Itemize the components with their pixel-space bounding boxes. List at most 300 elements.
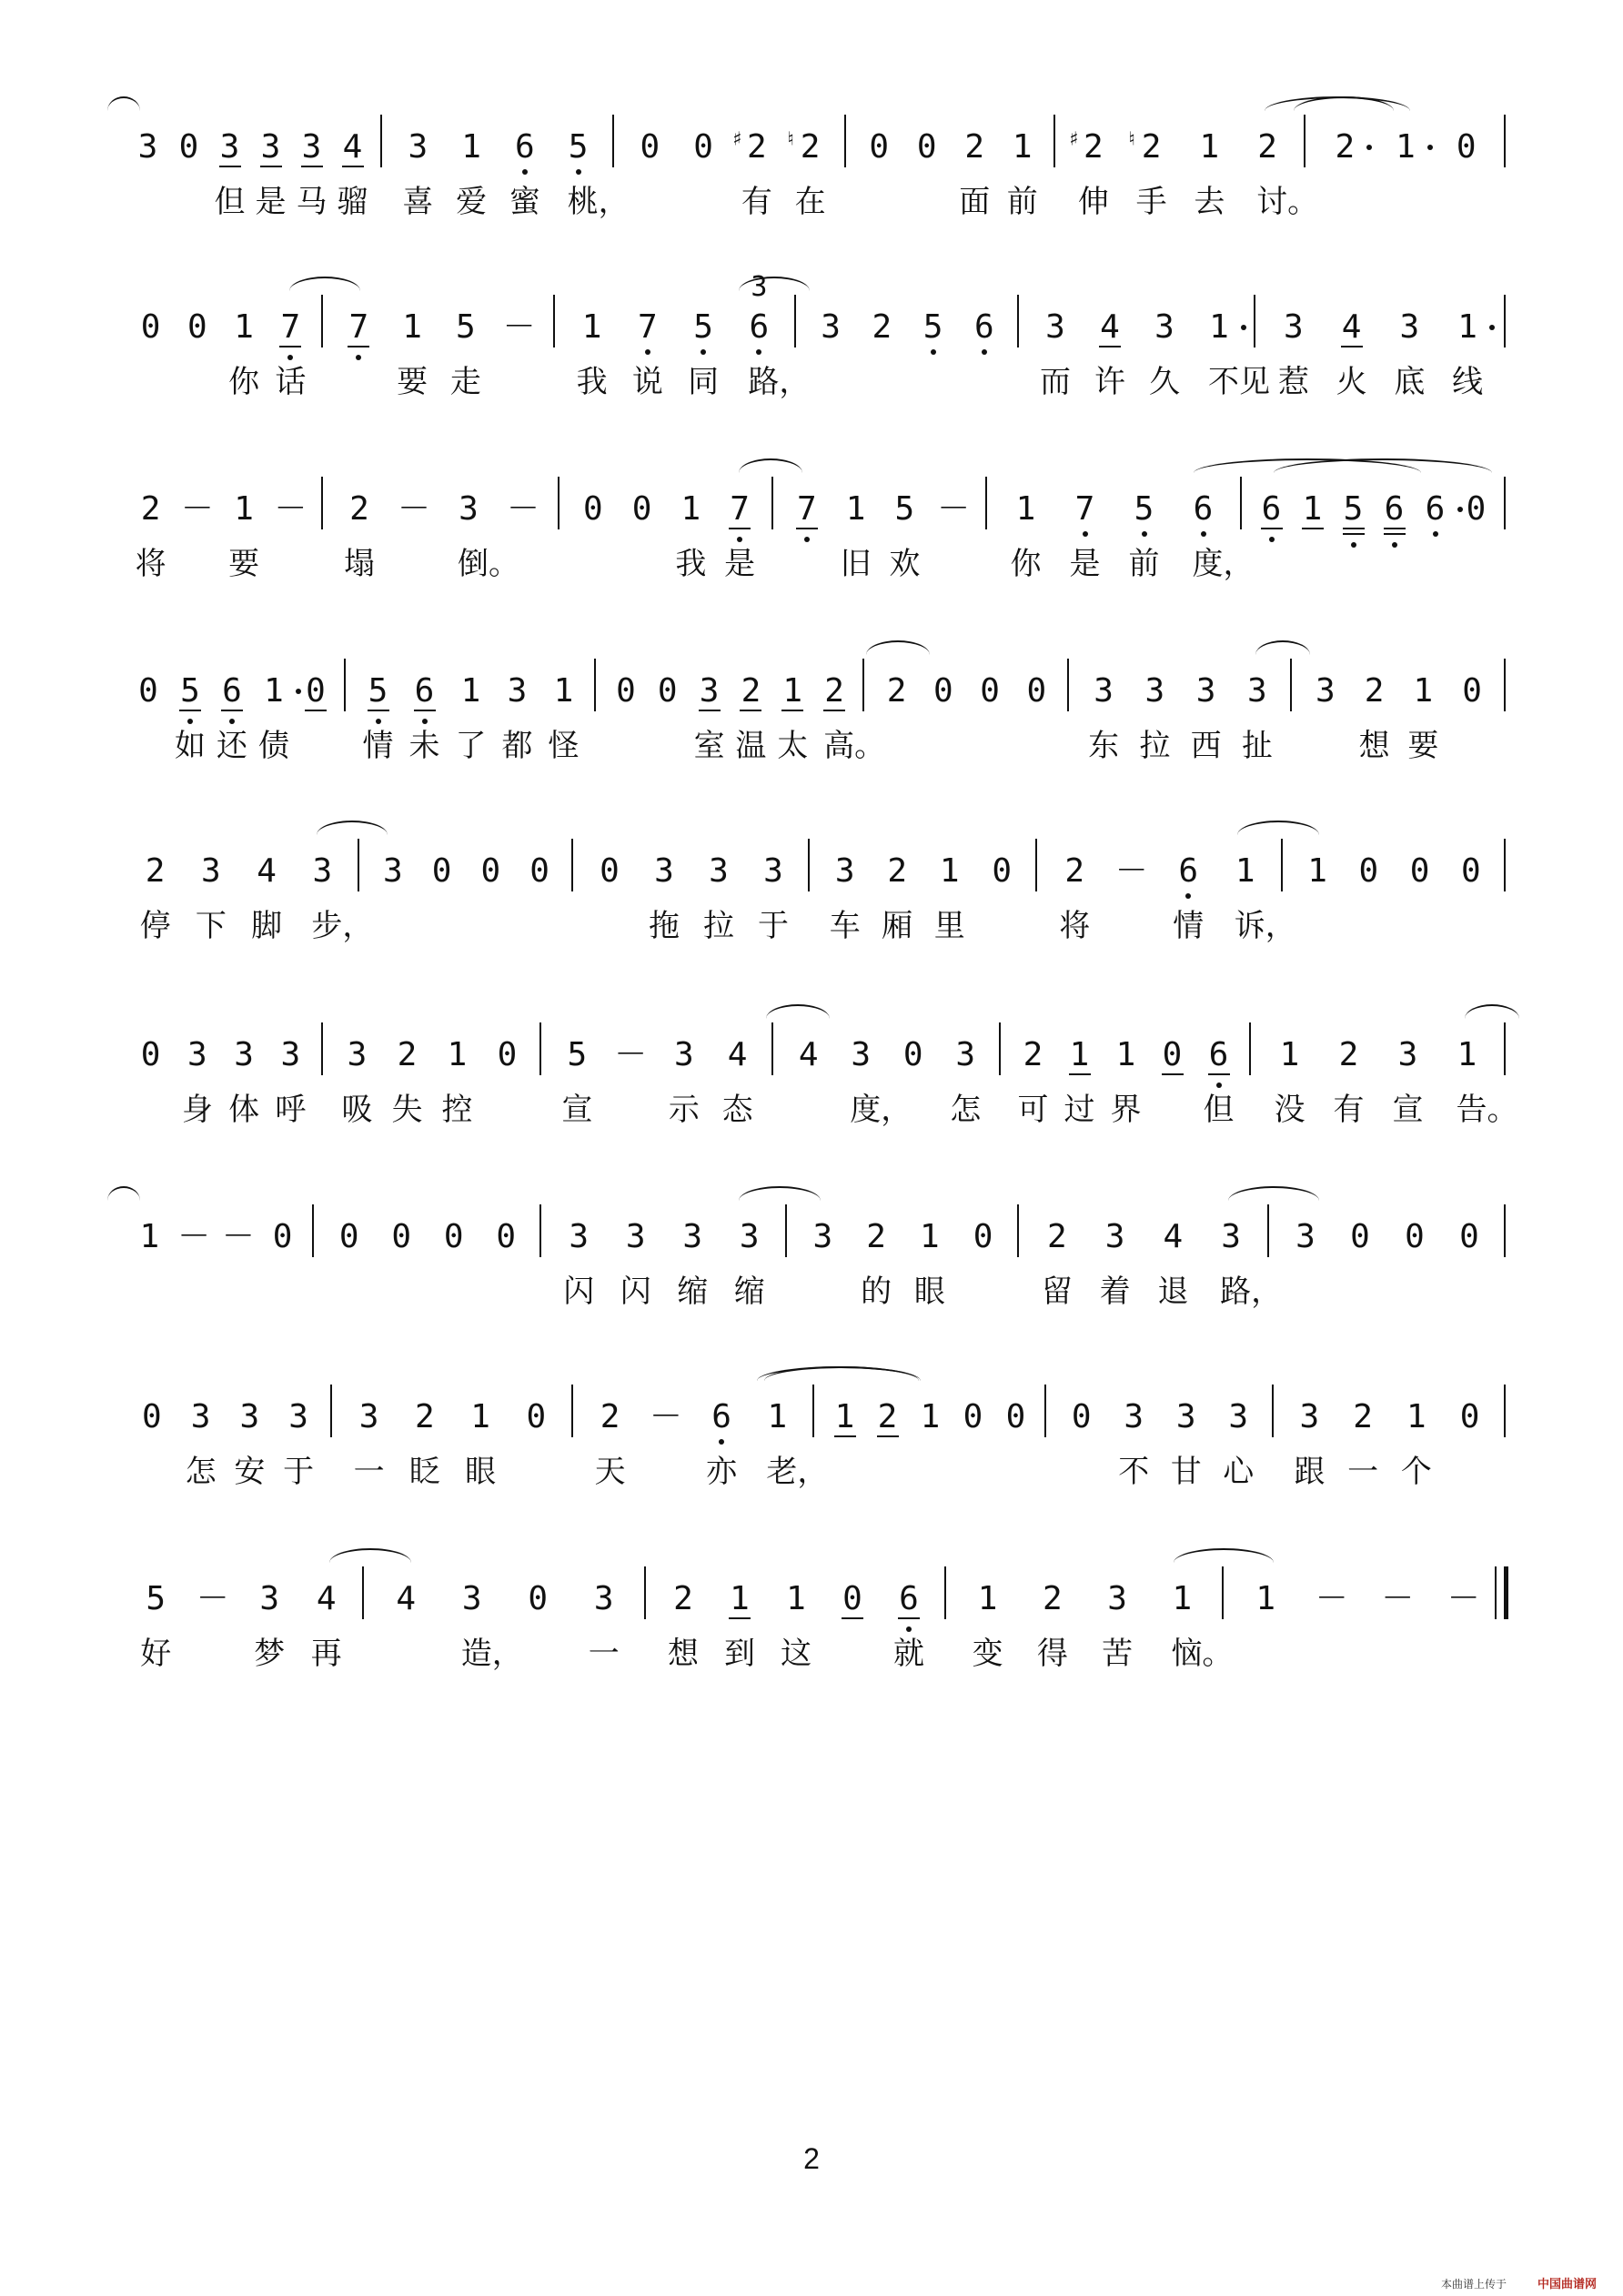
note xyxy=(665,1581,701,1617)
note xyxy=(1004,129,1041,166)
barline xyxy=(794,295,796,347)
underline-beam xyxy=(1341,346,1363,347)
lyric-syllable: 债 xyxy=(258,728,289,764)
note-digit: 1 xyxy=(767,1398,788,1435)
note-digit: 1 xyxy=(264,672,284,710)
note xyxy=(1336,491,1372,528)
note xyxy=(1417,491,1454,528)
lyric-syllable xyxy=(606,726,646,766)
note-digit: 1 xyxy=(1302,490,1323,528)
note-digit: 2 xyxy=(1043,1580,1063,1617)
note-digit: － xyxy=(180,490,214,528)
underline-beam xyxy=(842,1617,863,1619)
note-digit: 1 xyxy=(939,852,960,890)
note xyxy=(1201,1037,1237,1073)
note xyxy=(1239,673,1275,710)
note xyxy=(133,1037,169,1073)
underline-beam xyxy=(301,166,323,167)
note-digit: 3 xyxy=(1104,1218,1125,1255)
note-digit: 0 xyxy=(338,1218,359,1255)
note xyxy=(1056,853,1093,890)
barline xyxy=(321,1022,323,1075)
lyric-syllable: 吸 xyxy=(341,1092,373,1128)
note-digit: 6 xyxy=(515,128,535,166)
note-digit: 0 xyxy=(616,672,636,710)
note-digit: 0 xyxy=(306,672,326,710)
note-digit: 7 xyxy=(797,490,817,528)
note-digit: 1 xyxy=(1115,1036,1136,1073)
low-octave-dot xyxy=(931,349,936,355)
note xyxy=(1136,673,1173,710)
note-digit: 1 xyxy=(1396,128,1416,166)
note xyxy=(272,1037,308,1073)
note-digit: 3 xyxy=(1144,672,1165,710)
note xyxy=(340,309,377,346)
note-digit: 3 xyxy=(699,672,720,710)
lyric-syllable: 不 xyxy=(1118,1454,1150,1490)
note-digit: 0 xyxy=(1026,672,1047,710)
note xyxy=(789,491,825,528)
note xyxy=(253,129,289,166)
note-digit: 7 xyxy=(348,308,369,346)
note xyxy=(448,309,484,346)
note-digit: 1 xyxy=(1413,672,1434,710)
note xyxy=(308,1581,345,1617)
lyric-syllable: 西 xyxy=(1190,728,1222,764)
note-digit: 3 xyxy=(674,1036,694,1073)
lyric-syllable: 眨 xyxy=(408,1454,440,1490)
note-digit: 5 xyxy=(1343,490,1364,528)
lyric-syllable: 里 xyxy=(933,908,965,944)
tie-slur xyxy=(289,277,360,291)
note xyxy=(1115,1399,1152,1435)
lyric-syllable: 宣 xyxy=(561,1092,593,1128)
lyric-syllable xyxy=(131,1090,171,1130)
note xyxy=(1402,853,1438,890)
note-digit: 3 xyxy=(709,852,729,890)
note xyxy=(886,491,922,528)
note-digit: 3 xyxy=(654,852,674,890)
underline-beam xyxy=(1384,528,1406,529)
lyric-syllable: 底 xyxy=(1394,364,1426,400)
note-digit: 3 xyxy=(1284,308,1304,346)
note-digit: 7 xyxy=(1074,490,1095,528)
note xyxy=(1146,309,1183,346)
note xyxy=(220,1219,257,1255)
low-octave-dot xyxy=(719,1439,724,1445)
lyric-syllable: 再 xyxy=(310,1636,342,1672)
barline xyxy=(539,1022,541,1075)
lyric-syllable: 就 xyxy=(893,1636,924,1672)
note xyxy=(1307,673,1344,710)
note-digit: 3 xyxy=(1299,1398,1320,1435)
note-digit: 3 xyxy=(812,1218,833,1255)
lyric-syllable: 拖 xyxy=(649,908,680,944)
note xyxy=(130,129,166,166)
note-digit: 3 xyxy=(280,1036,301,1073)
note xyxy=(450,491,487,528)
note-digit: 0 xyxy=(980,672,1000,710)
lyric-syllable xyxy=(923,726,963,766)
note-digit: 1 xyxy=(581,308,602,346)
note xyxy=(1154,1219,1191,1255)
underline-beam xyxy=(1343,528,1365,529)
note-digit: 0 xyxy=(1461,852,1481,890)
note-digit: 3 xyxy=(383,852,403,890)
note xyxy=(1067,491,1104,528)
low-octave-dot xyxy=(576,169,581,175)
augmentation-dot xyxy=(1241,325,1246,330)
note xyxy=(546,673,582,710)
barline xyxy=(985,477,987,529)
note-digit: 3 xyxy=(312,852,333,890)
note-digit: － xyxy=(502,308,536,346)
note-digit: 2 xyxy=(1141,128,1162,166)
note xyxy=(304,853,340,890)
note-digit: 5 xyxy=(368,672,388,710)
note xyxy=(1449,1037,1486,1073)
note xyxy=(396,491,432,528)
lyric-syllable: 停 xyxy=(139,908,171,944)
note xyxy=(489,1037,526,1073)
note xyxy=(618,1219,654,1255)
tie-slur xyxy=(1465,1004,1519,1019)
lyric-syllable: 缩 xyxy=(733,1274,765,1310)
note xyxy=(1391,309,1427,346)
note-digit: 0 xyxy=(391,1218,412,1255)
lyric-syllable: 示 xyxy=(668,1092,700,1128)
note-digit: 5 xyxy=(456,308,476,346)
note xyxy=(816,673,852,710)
note xyxy=(521,853,558,890)
note xyxy=(499,673,536,710)
low-octave-dot xyxy=(522,169,528,175)
note-digit: 2 xyxy=(1084,128,1104,166)
note xyxy=(176,1219,212,1255)
note xyxy=(453,129,489,166)
barline xyxy=(1017,295,1019,347)
lyric-syllable: 步， xyxy=(311,908,374,944)
lyric-syllable: 有 xyxy=(741,184,772,220)
accidental-mark: ♮ xyxy=(784,128,797,151)
lyric-syllable xyxy=(859,182,899,222)
note xyxy=(1126,491,1163,528)
note xyxy=(1405,673,1441,710)
tie-slur xyxy=(317,821,388,835)
accidental-mark: ♮ xyxy=(1125,128,1138,151)
underline-beam xyxy=(699,710,721,711)
note-digit: 3 xyxy=(201,852,221,890)
lyric-syllable xyxy=(218,1272,258,1312)
note-digit: 0 xyxy=(1071,1398,1092,1435)
lyric-syllable: 界 xyxy=(1110,1092,1142,1128)
note xyxy=(424,853,460,890)
note-digit: 1 xyxy=(1457,1036,1477,1073)
low-octave-dot xyxy=(1269,537,1275,542)
note-digit: 3 xyxy=(187,1036,207,1073)
note xyxy=(256,673,292,710)
note-digit: 3 xyxy=(1195,672,1216,710)
barline xyxy=(571,1385,573,1437)
underline-beam xyxy=(221,710,243,711)
barline xyxy=(1504,1204,1506,1257)
note-digit: 3 xyxy=(260,128,281,166)
note-digit: 6 xyxy=(749,308,770,346)
lyric-syllable xyxy=(911,1452,951,1492)
lyric-syllable xyxy=(825,1452,865,1492)
lyric-syllable xyxy=(296,726,336,766)
note-digit: 2 xyxy=(741,672,761,710)
note-digit: 3 xyxy=(593,1580,614,1617)
note-digit: 3 xyxy=(408,128,428,166)
lyric-syllable: 可 xyxy=(1017,1092,1049,1128)
barline xyxy=(944,1566,946,1619)
note xyxy=(179,491,216,528)
lyric-syllable xyxy=(1305,726,1346,766)
tie-slur xyxy=(1174,1548,1274,1563)
note-digit: 5 xyxy=(568,128,589,166)
lyric-syllable: 路， xyxy=(1220,1274,1283,1310)
note-digit: 1 xyxy=(1172,1580,1193,1617)
note xyxy=(294,129,330,166)
lyric-syllable: 体 xyxy=(228,1092,260,1128)
lyric-syllable: 梦 xyxy=(254,1636,286,1672)
lyric-syllable xyxy=(802,1272,842,1312)
note-digit: 0 xyxy=(1456,128,1477,166)
note xyxy=(674,1219,711,1255)
note-digit: 3 xyxy=(1247,672,1267,710)
lyric-syllable: 有 xyxy=(1333,1092,1365,1128)
lyric-syllable: 告。 xyxy=(1456,1092,1518,1128)
note-digit: 1 xyxy=(782,672,803,710)
note-digit: 0 xyxy=(497,1036,518,1073)
note-digit: 6 xyxy=(974,308,994,346)
note-digit: 2 xyxy=(415,1398,435,1435)
note xyxy=(1213,1219,1249,1255)
note xyxy=(1326,129,1363,166)
note xyxy=(1448,129,1485,166)
note-digit: 3 xyxy=(461,1580,482,1617)
lyric-syllable: 于 xyxy=(283,1454,315,1490)
note-digit: 4 xyxy=(257,852,277,890)
note xyxy=(1356,673,1393,710)
note-digit: 1 xyxy=(1199,128,1220,166)
note-digit: 1 xyxy=(1069,1036,1090,1073)
note-digit: 0 xyxy=(431,852,452,890)
grace-note: 3 xyxy=(751,271,768,303)
lyric-syllable xyxy=(590,906,630,946)
lyric-syllable: 话 xyxy=(275,364,307,400)
lyric-syllable: 火 xyxy=(1336,364,1367,400)
final-barline xyxy=(1504,1566,1508,1619)
lyric-syllable: 塌 xyxy=(344,546,375,582)
note xyxy=(335,129,371,166)
note-digit: 2 xyxy=(877,1398,898,1435)
note-digit: 2 xyxy=(887,852,908,890)
lyric-syllable xyxy=(1334,544,1374,584)
note xyxy=(1275,309,1312,346)
note-digit: 1 xyxy=(1255,1580,1276,1617)
low-octave-dot xyxy=(1433,531,1438,537)
lyric-syllable xyxy=(193,1634,233,1674)
underline-beam xyxy=(823,710,845,711)
underline-beam xyxy=(1302,528,1324,529)
lyric-syllable: 我 xyxy=(576,364,608,400)
note xyxy=(1390,1037,1426,1073)
note xyxy=(1220,1399,1256,1435)
note-digit: 3 xyxy=(1399,308,1420,346)
lyric-syllable: 久 xyxy=(1149,364,1180,400)
note-digit: 3 xyxy=(1316,672,1336,710)
lyric-syllable: 东 xyxy=(1088,728,1120,764)
lyric-syllable: 没 xyxy=(1274,1092,1305,1128)
lyric-syllable: 怎 xyxy=(950,1092,982,1128)
barline xyxy=(1267,1204,1269,1257)
note xyxy=(130,673,166,710)
note-digit: 0 xyxy=(973,1218,993,1255)
score-system xyxy=(0,1379,1623,1516)
lyric-syllable xyxy=(177,544,217,584)
lyric-syllable: 得 xyxy=(1036,1636,1068,1672)
note-digit: 0 xyxy=(138,672,158,710)
note-digit: 3 xyxy=(301,128,322,166)
note-digit: 6 xyxy=(711,1398,731,1435)
lyric-syllable: 失 xyxy=(391,1092,423,1128)
note xyxy=(685,129,721,166)
note-digit: 0 xyxy=(142,1398,162,1435)
note-digit: 4 xyxy=(727,1036,748,1073)
note xyxy=(685,309,721,346)
note xyxy=(863,309,900,346)
lyric-syllable: 面 xyxy=(959,184,991,220)
lyric-syllable: 于 xyxy=(758,908,789,944)
lyric-syllable: 如 xyxy=(175,728,206,764)
note xyxy=(251,1581,287,1617)
barline xyxy=(644,1566,646,1619)
note-digit: 1 xyxy=(1012,128,1033,166)
note xyxy=(265,1219,301,1255)
note xyxy=(672,491,709,528)
note-digit: 0 xyxy=(1459,1218,1479,1255)
note-digit: 0 xyxy=(443,1218,464,1255)
note-digit: － xyxy=(274,490,307,528)
note xyxy=(1067,128,1112,166)
lyric-syllable xyxy=(338,362,378,402)
note-digit: 3 xyxy=(1397,1036,1418,1073)
note xyxy=(454,1581,490,1617)
note xyxy=(608,673,644,710)
note xyxy=(912,1399,949,1435)
note xyxy=(755,853,791,890)
note-digit: 3 xyxy=(459,490,479,528)
note-digit: 4 xyxy=(316,1580,337,1617)
barline xyxy=(330,1385,332,1437)
note-digit: 2 xyxy=(140,490,161,528)
lyric-syllable xyxy=(1062,1452,1102,1492)
note-digit: 6 xyxy=(222,672,242,710)
lyric-syllable: 喜 xyxy=(402,184,434,220)
note xyxy=(1034,1581,1071,1617)
note xyxy=(1168,1399,1205,1435)
note-digit: 6 xyxy=(1384,490,1405,528)
note xyxy=(1331,1037,1367,1073)
note-digit: 4 xyxy=(798,1036,819,1073)
note-digit: 0 xyxy=(963,1398,983,1435)
note-digit: 1 xyxy=(402,308,422,346)
lyric-syllable xyxy=(132,1452,172,1492)
barline xyxy=(1304,115,1305,167)
note-digit: 1 xyxy=(1279,1036,1300,1073)
lyric-syllable: 一 xyxy=(1347,1454,1379,1490)
note-digit: 2 xyxy=(1257,128,1277,166)
note xyxy=(1188,673,1225,710)
lyric-syllable: 前 xyxy=(1006,184,1038,220)
lyric-syllable: 造， xyxy=(460,1636,523,1672)
low-octave-dot xyxy=(645,349,650,355)
tie-slur xyxy=(764,1366,919,1381)
note xyxy=(1092,309,1128,346)
lyric-syllable: 闪 xyxy=(620,1274,651,1310)
note xyxy=(453,673,489,710)
lyric-syllable xyxy=(811,362,851,402)
lyric-syllable: 拉 xyxy=(1139,728,1171,764)
lyric-syllable: 前 xyxy=(1128,546,1160,582)
note xyxy=(592,1399,629,1435)
note xyxy=(472,853,509,890)
barline xyxy=(862,659,864,711)
lyric-syllable: 说 xyxy=(631,364,663,400)
lyric-syllable: 太 xyxy=(777,728,809,764)
note xyxy=(955,1399,992,1435)
note xyxy=(1453,853,1489,890)
lyric-syllable: 是 xyxy=(255,184,287,220)
lyric-syllable: 室 xyxy=(693,728,725,764)
underline-beam xyxy=(898,1617,920,1619)
lyric-syllable xyxy=(488,1090,528,1130)
lyric-syllable xyxy=(1416,544,1456,584)
barline xyxy=(612,115,614,167)
note xyxy=(1064,1399,1100,1435)
low-octave-dot xyxy=(356,355,361,360)
note-digit: 0 xyxy=(496,1218,517,1255)
note-digit: 3 xyxy=(1045,308,1065,346)
score-system xyxy=(0,653,1623,790)
note-digit: 0 xyxy=(657,672,678,710)
note xyxy=(648,1399,684,1435)
note-digit: 3 xyxy=(190,1398,211,1435)
note xyxy=(183,1399,219,1435)
underline-beam xyxy=(740,710,761,711)
note xyxy=(1452,1399,1488,1435)
lyric-syllable: 眼 xyxy=(465,1454,497,1490)
lyric-syllable: 了 xyxy=(455,728,487,764)
lyric-syllable: 未 xyxy=(408,728,440,764)
note xyxy=(827,853,863,890)
note xyxy=(179,1037,216,1073)
note-digit: 5 xyxy=(567,1036,588,1073)
lyric-syllable xyxy=(907,182,947,222)
note xyxy=(272,309,308,346)
barline xyxy=(1504,839,1506,891)
note-digit: 1 xyxy=(460,672,481,710)
lyric-syllable xyxy=(1325,182,1365,222)
lyric-syllable xyxy=(1112,906,1152,946)
lyric-syllable: 宣 xyxy=(1392,1092,1424,1128)
lyric-syllable xyxy=(129,1272,169,1312)
lyric-syllable xyxy=(1340,1272,1380,1312)
lyric-syllable: 扯 xyxy=(1241,728,1273,764)
lyric-syllable: 度， xyxy=(1192,546,1255,582)
